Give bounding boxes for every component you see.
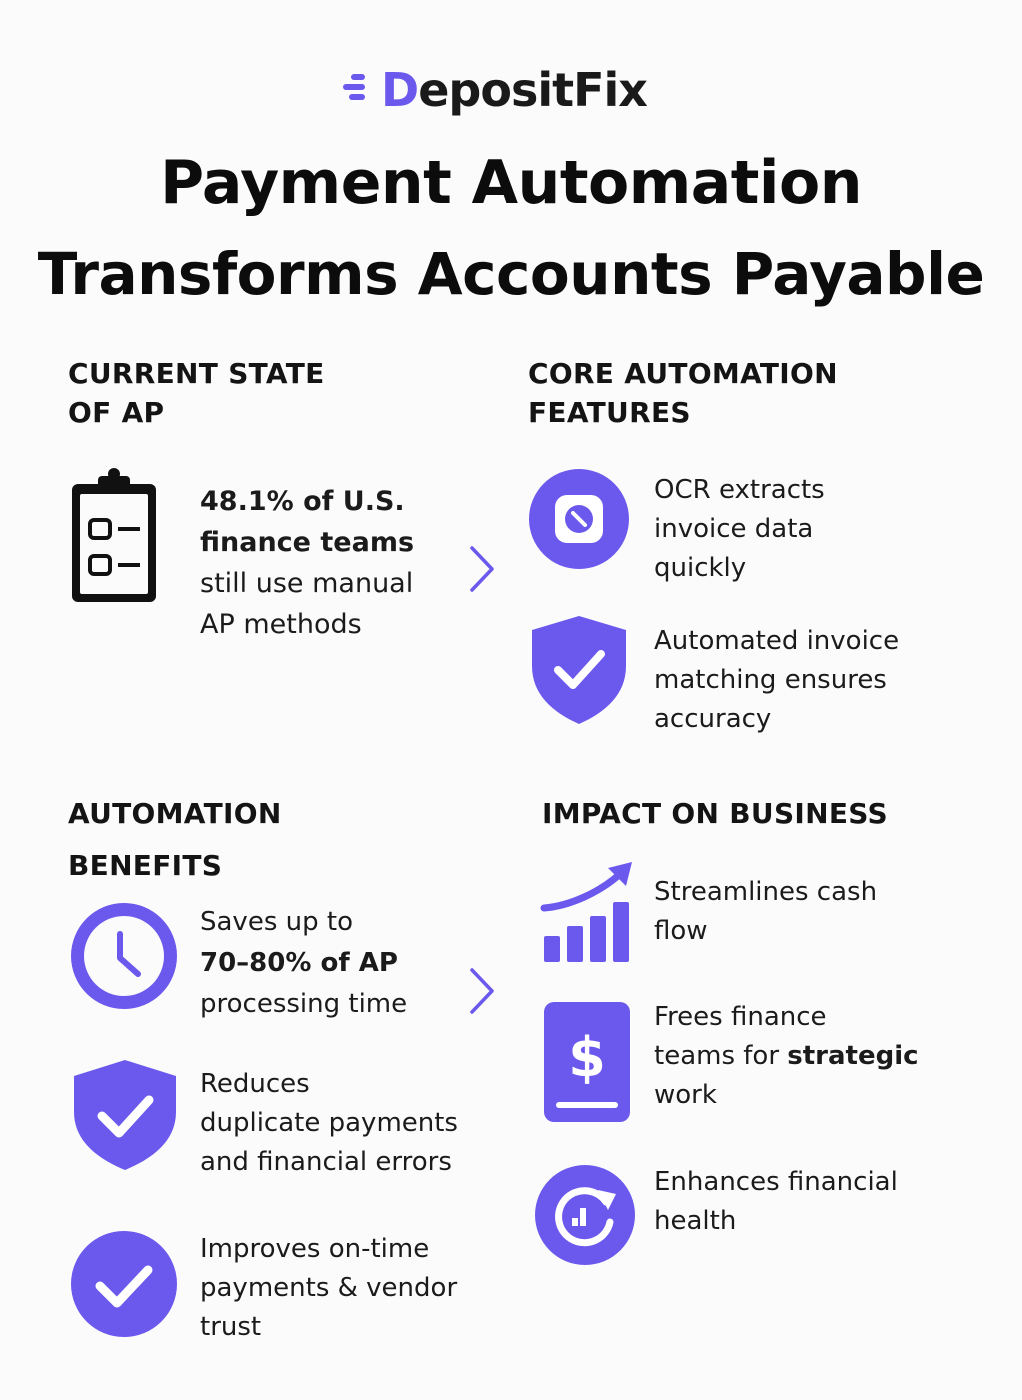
- logo-speed-lines-icon: [341, 70, 375, 110]
- impact-health-text: Enhances financial health: [654, 1167, 898, 1236]
- title-line-2: Transforms Accounts Payable: [37, 240, 985, 308]
- impact-cashflow-text: Streamlines cash flow: [654, 877, 878, 946]
- chevron-right-icon: [466, 966, 496, 1016]
- svg-text:$: $: [568, 1026, 606, 1089]
- benefit-time-suffix: processing time: [200, 989, 408, 1019]
- impact-strategic-bold: strategic: [787, 1041, 919, 1071]
- current-state-item-text: [200, 481, 414, 645]
- benefit-time-text: [200, 902, 407, 1025]
- shield-check-icon: [528, 614, 630, 726]
- impact-strategic-text: [654, 998, 919, 1115]
- section-heading-core-features: CORE AUTOMATION FEATURES: [528, 357, 838, 429]
- brand-logo: [0, 60, 1022, 120]
- benefit-vendor-text: Improves on-time payments & vendor trust: [200, 1234, 458, 1342]
- dollar-phone-icon: [542, 1000, 632, 1124]
- shield-check-icon: [70, 1058, 180, 1172]
- title-line-1: Payment Automation: [160, 148, 862, 218]
- section-heading-benefits: AUTOMATION BENEFITS: [68, 797, 282, 882]
- brand-name-initial: D: [381, 63, 419, 117]
- core-feature-matching-text: Automated invoice matching ensures accuracy: [654, 626, 900, 734]
- impact-strategic-prefix: Frees finance teams for: [654, 1002, 827, 1071]
- brand-name-rest: epositFix: [418, 63, 647, 117]
- benefit-errors-text: Reduces duplicate payments and financial errors: [200, 1069, 458, 1177]
- check-circle-icon: [70, 1230, 178, 1338]
- growth-chart-icon: [540, 862, 634, 964]
- benefit-time-prefix: Saves up to: [200, 907, 353, 937]
- impact-strategic-suffix: work: [654, 1080, 717, 1110]
- core-feature-ocr-text: OCR extracts invoice data quickly: [654, 475, 825, 583]
- section-heading-current-state: CURRENT STATE OF AP: [68, 357, 325, 429]
- current-state-detail: still use manual AP methods: [200, 568, 414, 640]
- benefit-time-stat: 70–80% of AP: [200, 948, 398, 978]
- section-heading-impact: IMPACT ON BUSINESS: [542, 797, 888, 830]
- brand-name: [375, 63, 647, 117]
- scan-icon: [528, 468, 630, 570]
- clock-icon: [70, 902, 178, 1010]
- chevron-right-icon: [466, 544, 496, 594]
- clipboard-checklist-icon: [68, 466, 160, 606]
- refresh-health-icon: [534, 1164, 636, 1266]
- current-state-stat: 48.1% of U.S. finance teams: [200, 486, 415, 558]
